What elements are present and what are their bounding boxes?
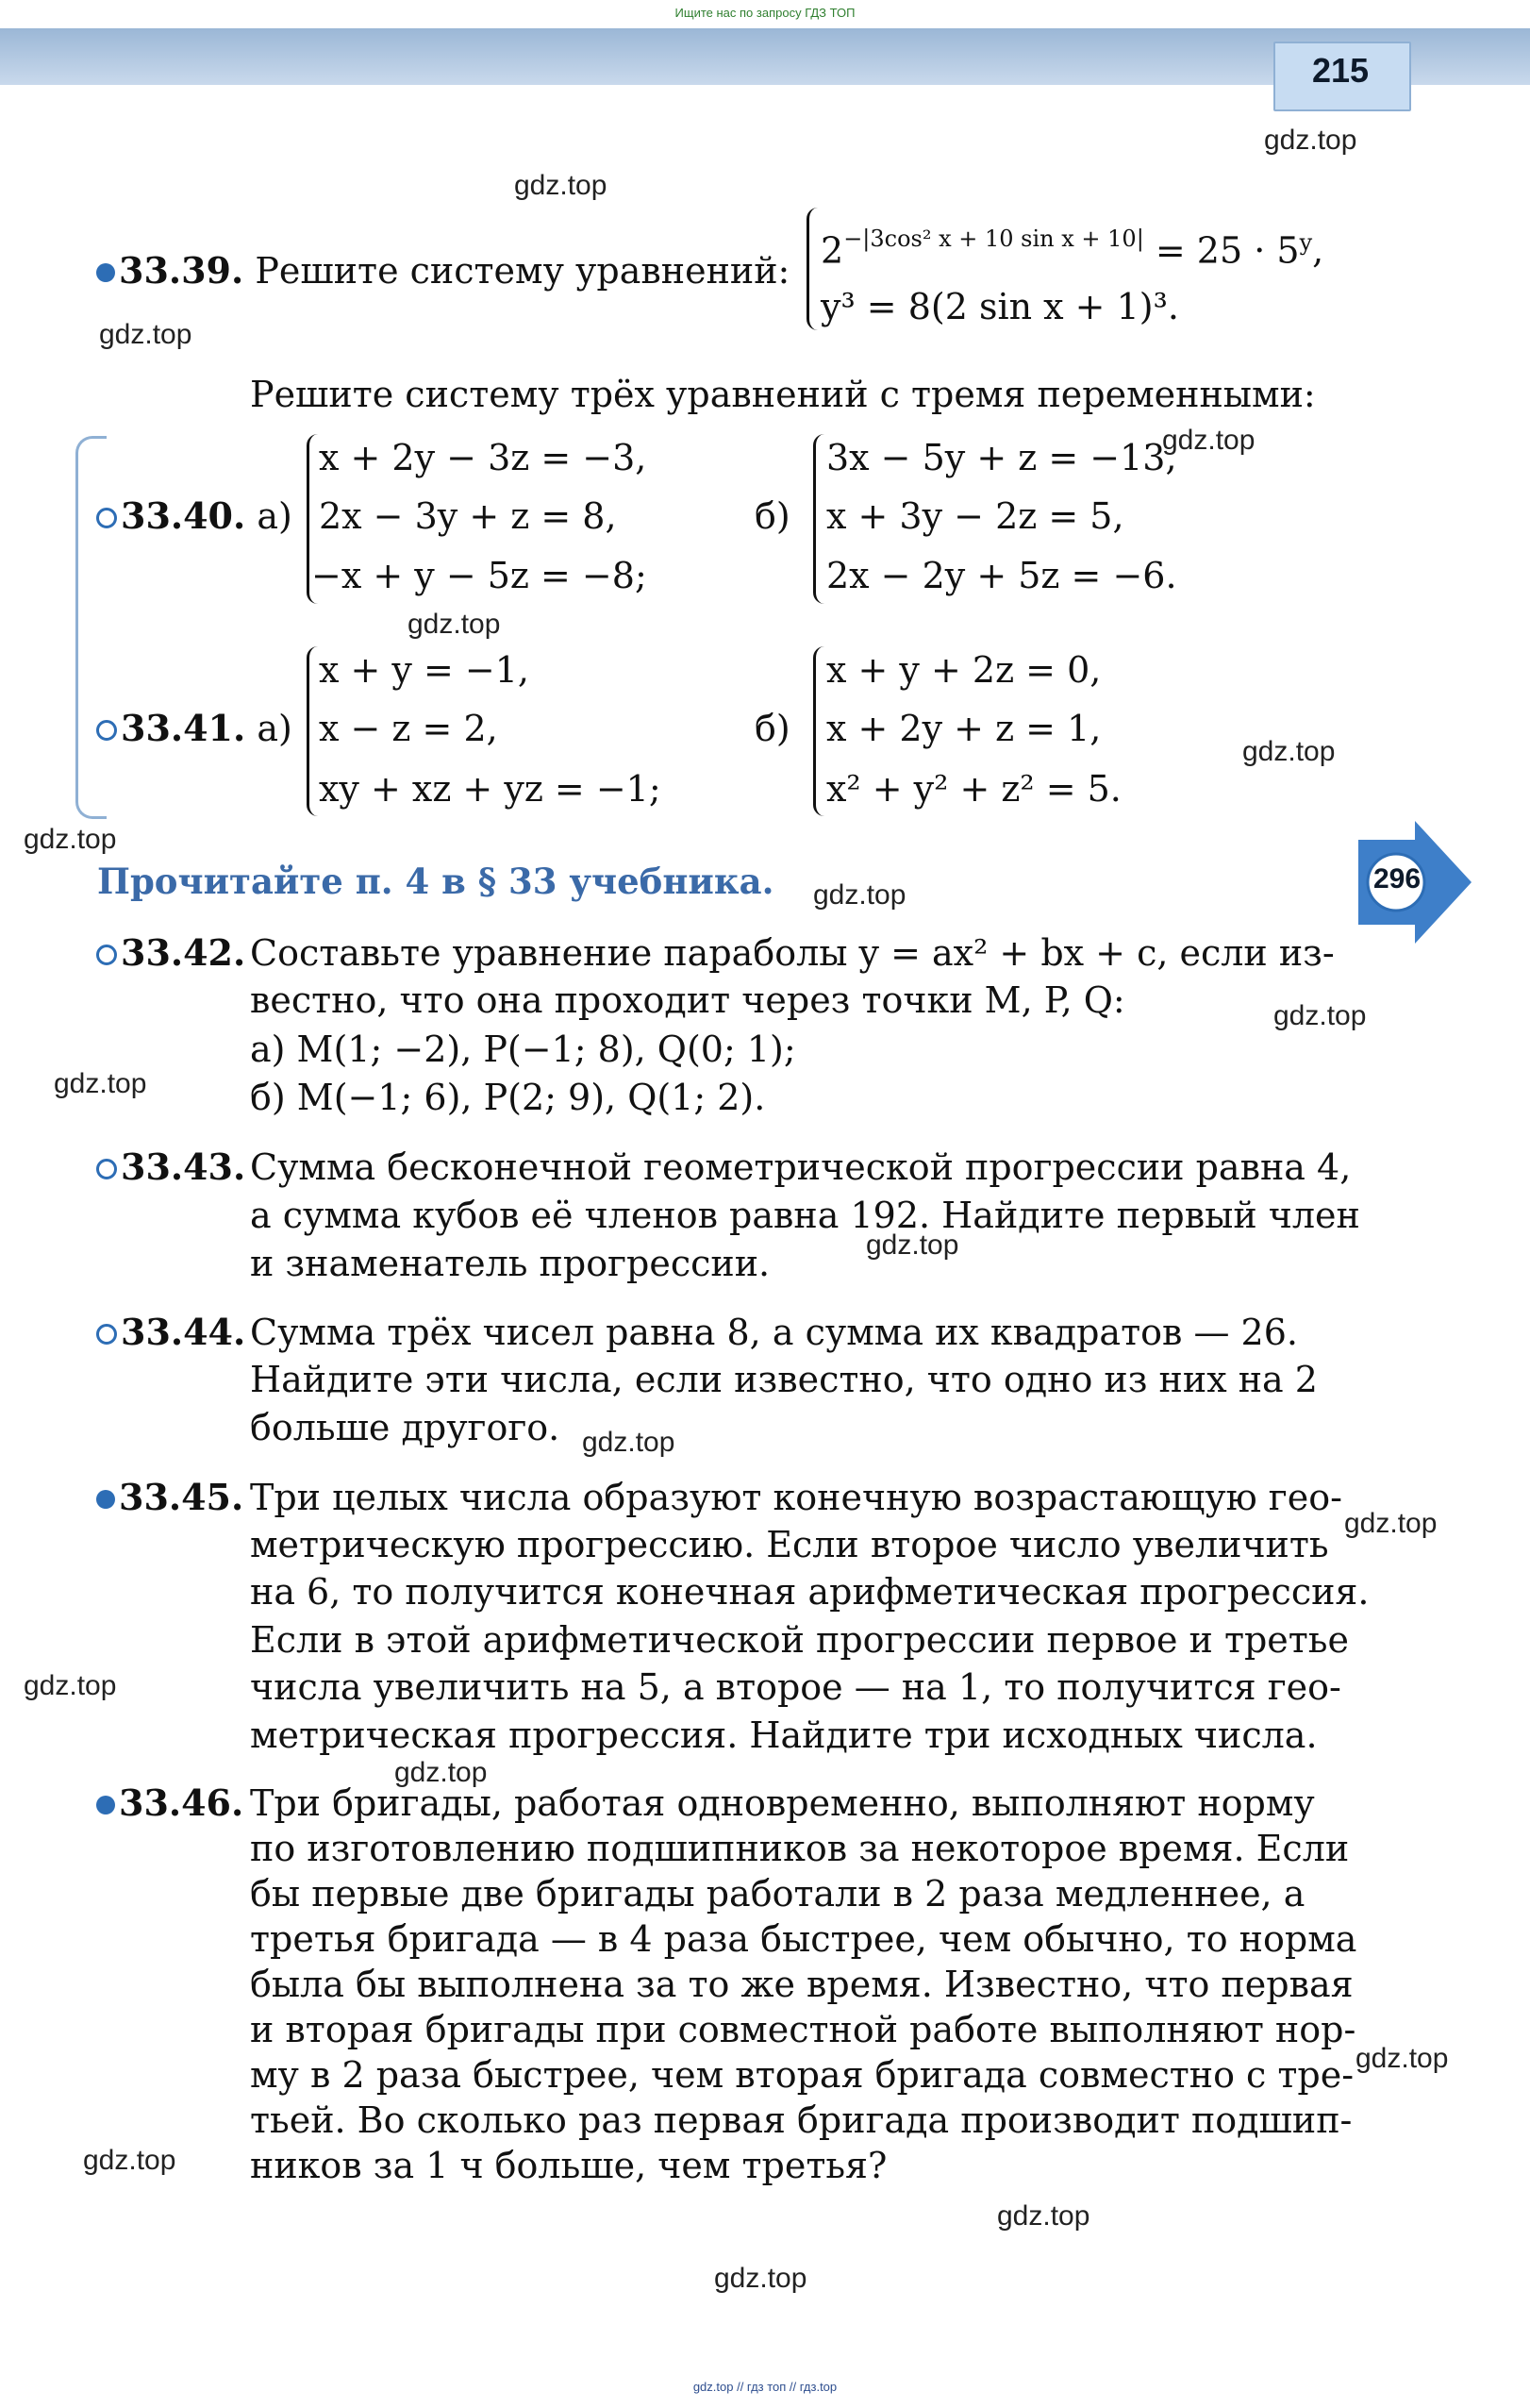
problem-line: по изготовлению подшипников за некоторое время. Если (250, 1828, 1350, 1869)
watermark: gdz.top (1355, 2043, 1449, 2074)
watermark: gdz.top (83, 2145, 176, 2176)
problem-number: 33.42. (121, 931, 246, 974)
problem-number: 33.40. (121, 494, 246, 537)
watermark: gdz.top (24, 1670, 117, 1701)
medium-marker-icon (96, 945, 117, 965)
equation: $2^{-|3cos^2 x + 10 sin x + 10|} = 25 \cdot 5^y$, (821, 225, 1324, 272)
watermark: gdz.top (1242, 736, 1336, 767)
equation: x + y = −1, (319, 649, 529, 691)
problem-line: Сумма бесконечной геометрической прогрессии равна 4, (250, 1146, 1352, 1188)
problem-line: Составьте уравнение параболы y = ax² + bx + c, если из- (250, 932, 1335, 974)
medium-marker-icon (96, 1159, 117, 1179)
problem-33-42 (96, 929, 245, 977)
problem-number: 33.43. (121, 1145, 246, 1188)
watermark: gdz.top (514, 170, 607, 201)
watermark: gdz.top (1264, 125, 1357, 156)
problem-number: 33.44. (121, 1311, 246, 1353)
problem-line: третья бригада — в 4 раза быстрее, чем обычно, то норма (250, 1918, 1357, 1960)
problem-number: 33.39. (119, 249, 244, 292)
watermark: gdz.top (407, 609, 501, 640)
equation: 2x − 2y + 5z = −6. (826, 555, 1177, 596)
problem-text: Решите систему уравнений: (255, 250, 790, 292)
problem-line: Найдите эти числа, если известно, что одно из них на 2 (250, 1359, 1318, 1400)
hard-marker-icon (96, 1796, 115, 1814)
problem-number: 33.46. (119, 1781, 244, 1824)
watermark: gdz.top (813, 879, 906, 911)
watermark: gdz.top (1273, 1000, 1367, 1031)
intro-text: Решите систему трёх уравнений с тремя переменными: (250, 374, 1316, 415)
watermark: gdz.top (99, 319, 192, 350)
problem-33-46 (96, 1780, 243, 1827)
problem-line: на 6, то получится конечная арифметическая прогрессия. (250, 1571, 1370, 1613)
equation: x + 3y − 2z = 5, (826, 495, 1124, 537)
problem-line: б) M(−1; 6), P(2; 9), Q(1; 2). (250, 1077, 766, 1118)
problem-33-44 (96, 1309, 245, 1356)
bottom-note: gdz.top // гдз топ // гдз.top (692, 2380, 838, 2394)
problem-line: Три бригады, работая одновременно, выполняют норму (250, 1782, 1315, 1824)
medium-marker-icon (96, 508, 117, 528)
problem-line: тьей. Во сколько раз первая бригада производит подшип- (250, 2099, 1353, 2141)
problem-line: метрическая прогрессия. Найдите три исходных числа. (250, 1714, 1318, 1756)
problem-33-39 (96, 247, 790, 294)
hard-marker-icon (96, 263, 115, 282)
page-ref-number: 296 (1372, 863, 1422, 895)
equation: x² + y² + z² = 5. (826, 768, 1122, 810)
medium-marker-icon (96, 720, 117, 741)
problem-line: метрическую прогрессию. Если второе число увеличить (250, 1524, 1329, 1565)
equation: −x + y − 5z = −8; (311, 555, 647, 596)
problem-line: Три целых числа образуют конечную возрастающую гео- (250, 1477, 1342, 1518)
medium-marker-icon (96, 1324, 117, 1345)
problem-line: числа увеличить на 5, а второе — на 1, то получится гео- (250, 1666, 1341, 1708)
problem-line: а сумма кубов её членов равна 192. Найдите первый член (250, 1195, 1360, 1236)
equation: 2x − 3y + z = 8, (319, 495, 617, 537)
problem-line: и вторая бригады при совместной работе выполняют нор- (250, 2009, 1356, 2050)
watermark: gdz.top (24, 824, 117, 855)
page-number: 215 (1311, 51, 1370, 90)
equation: x − z = 2, (319, 708, 498, 749)
equation: x + 2y − 3z = −3, (319, 437, 647, 478)
option-label: б) (755, 495, 790, 537)
read-note: Прочитайте п. 4 в § 33 учебника. (97, 861, 774, 902)
problem-33-43 (96, 1144, 245, 1191)
problem-line: му в 2 раза быстрее, чем вторая бригада совместно с тре- (250, 2054, 1355, 2096)
problem-line: была бы выполнена за то же время. Известно, что первая (250, 1964, 1354, 2005)
watermark: gdz.top (54, 1068, 147, 1099)
problem-line: ников за 1 ч больше, чем третья? (250, 2145, 888, 2186)
exponent: −|3cos² x + 10 sin x + 10| (843, 225, 1144, 252)
problem-line: а) M(1; −2), P(−1; 8), Q(0; 1); (250, 1028, 796, 1070)
watermark: gdz.top (394, 1757, 488, 1788)
top-note: Ищите нас по запросу ГДЗ ТОП (674, 6, 856, 20)
watermark: gdz.top (582, 1427, 675, 1458)
watermark: gdz.top (1162, 425, 1256, 456)
equation: x + 2y + z = 1, (826, 708, 1102, 749)
problem-line: Если в этой арифметической прогрессии первое и третье (250, 1619, 1349, 1661)
problem-line: бы первые две бригады работали в 2 раза медленнее, а (250, 1873, 1305, 1915)
problem-33-40: 33.40. а) (96, 493, 292, 540)
watermark: gdz.top (997, 2200, 1090, 2232)
equation: x + y + 2z = 0, (826, 649, 1102, 691)
hard-marker-icon (96, 1490, 115, 1509)
problem-number: 33.45. (119, 1476, 244, 1518)
problem-line: и знаменатель прогрессии. (250, 1243, 771, 1284)
option-label: б) (755, 708, 790, 749)
equation: 3x − 5y + z = −13, (826, 437, 1177, 478)
problem-33-41: 33.41. а) (96, 705, 292, 752)
problem-33-45 (96, 1474, 243, 1521)
watermark: gdz.top (866, 1229, 959, 1261)
watermark: gdz.top (714, 2263, 807, 2294)
problem-number: 33.41. (121, 707, 246, 749)
problem-line: больше другого. (250, 1407, 560, 1448)
watermark: gdz.top (1344, 1508, 1438, 1539)
problem-line: вестно, что она проходит через точки M, P, Q: (250, 979, 1125, 1021)
equation: y³ = 8(2 sin x + 1)³. (821, 286, 1179, 327)
equation: xy + xz + yz = −1; (319, 768, 661, 810)
problem-line: Сумма трёх чисел равна 8, а сумма их квадратов — 26. (250, 1312, 1298, 1353)
